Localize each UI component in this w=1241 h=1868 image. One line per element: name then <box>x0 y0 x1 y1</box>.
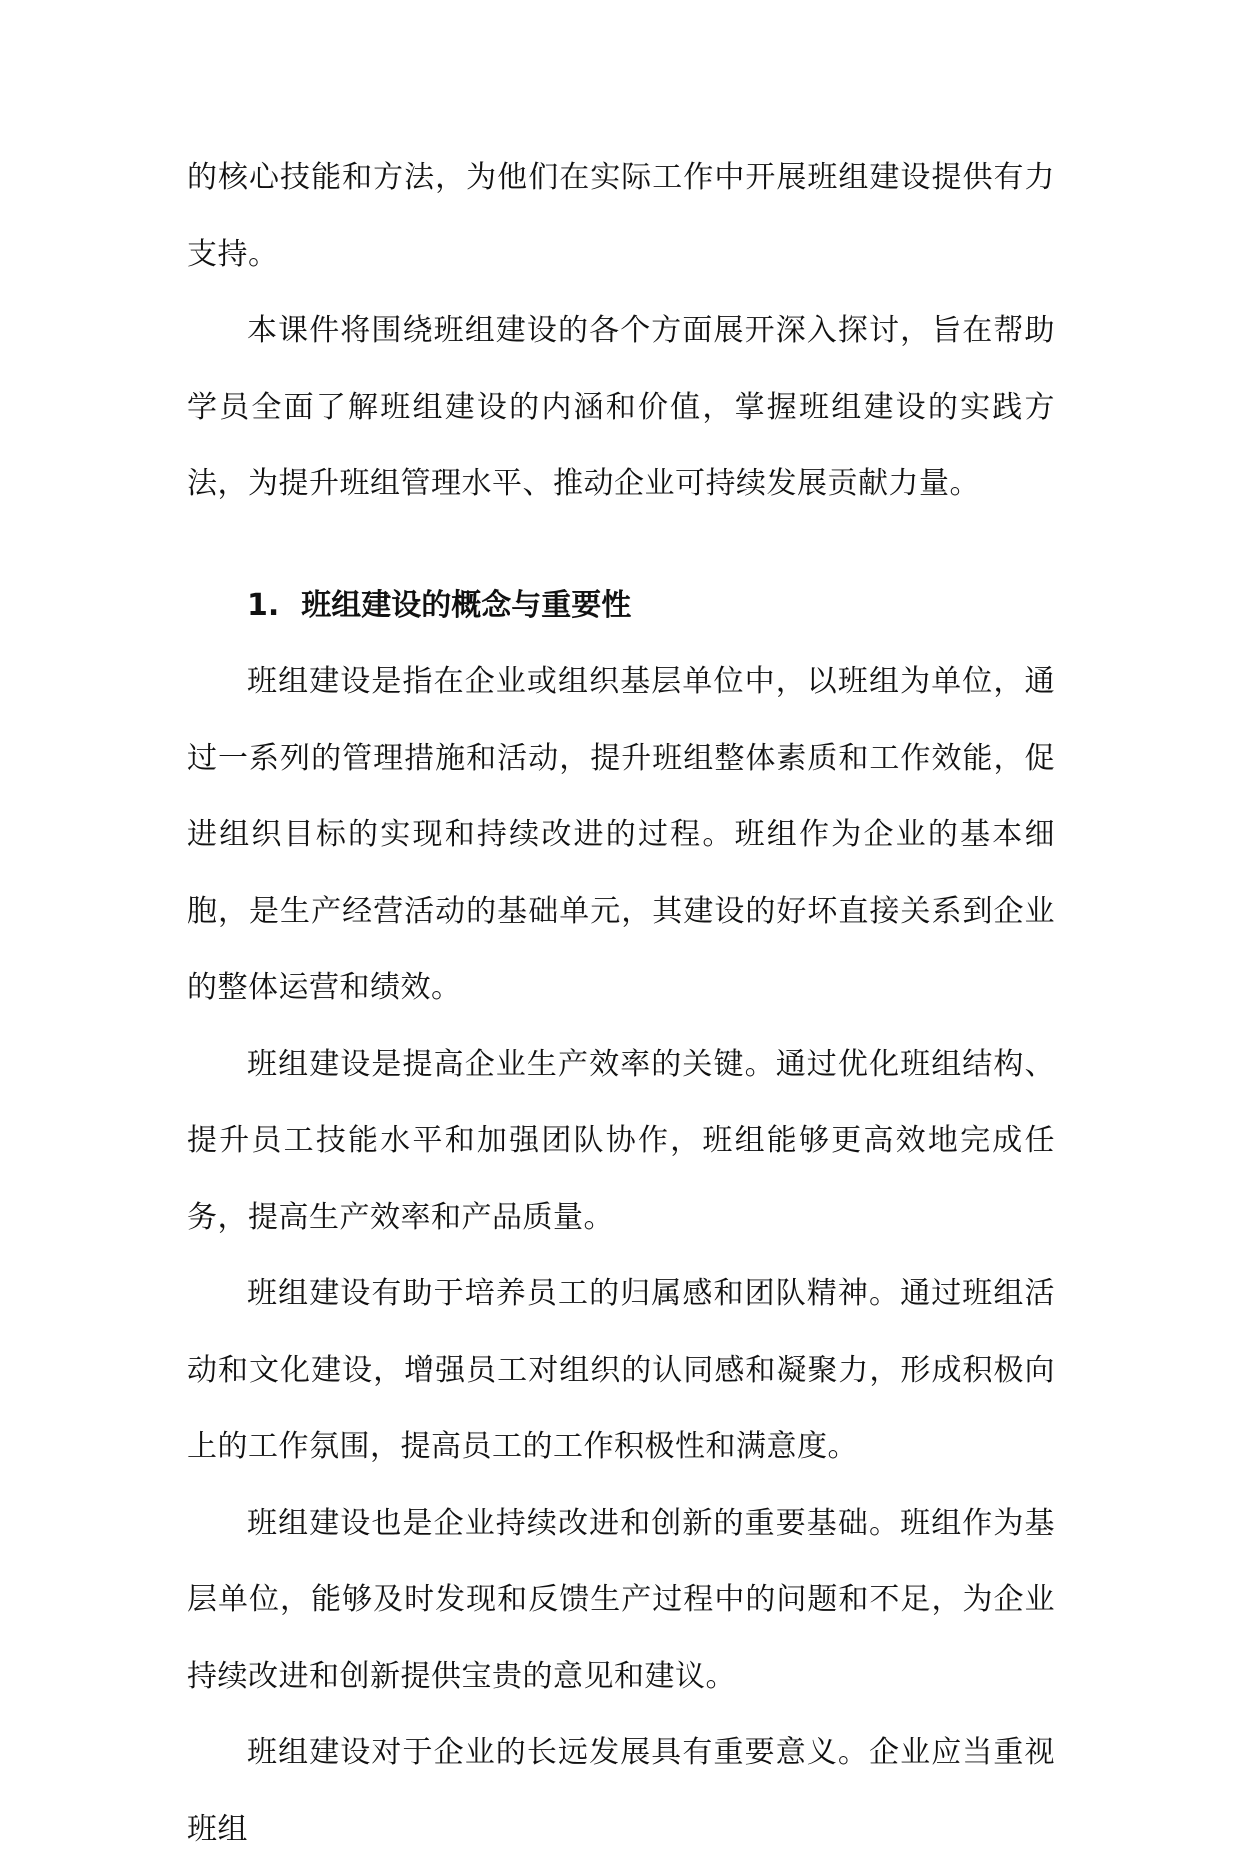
paragraph-innovation: 班组建设也是企业持续改进和创新的重要基础。班组作为基层单位，能够及时发现和反馈生产过程中的问题和不足，为企业持续改进和创新提供宝贵的意见和建议。 <box>187 1505 1055 1694</box>
paragraph-continuation: 的核心技能和方法，为他们在实际工作中开展班组建设提供有力支持。 <box>187 160 1055 272</box>
section-heading <box>187 568 1055 645</box>
paragraph-definition: 班组建设是指在企业或组织基层单位中，以班组为单位，通过一系列的管理措施和活动，提升班组整体素质和工作效能，促进组织目标的实现和持续改进的过程。班组作为企业的基本细胞，是生产经营活动的基础单元，其建设的好坏直接关系到企业的整体运营和绩效。 <box>187 664 1055 1005</box>
paragraph-long-term: 班组建设对于企业的长远发展具有重要意义。企业应当重视班组 <box>187 1735 1055 1847</box>
paragraph-course-purpose: 本课件将围绕班组建设的各个方面展开深入探讨，旨在帮助学员全面了解班组建设的内涵和价值，掌握班组建设的实践方法，为提升班组管理水平、推动企业可持续发展贡献力量。 <box>187 313 1055 501</box>
document-body <box>187 140 1055 1868</box>
section-number: 1. <box>247 587 280 623</box>
paragraph-belonging: 班组建设有助于培养员工的归属感和团队精神。通过班组活动和文化建设，增强员工对组织的认同感和凝聚力，形成积极向上的工作氛围，提高员工的工作积极性和满意度。 <box>187 1276 1055 1464</box>
section-title: 班组建设的概念与重要性 <box>301 587 632 623</box>
paragraph-efficiency: 班组建设是提高企业生产效率的关键。通过优化班组结构、提升员工技能水平和加强团队协作，班组能够更高效地完成任务，提高生产效率和产品质量。 <box>187 1046 1055 1235</box>
